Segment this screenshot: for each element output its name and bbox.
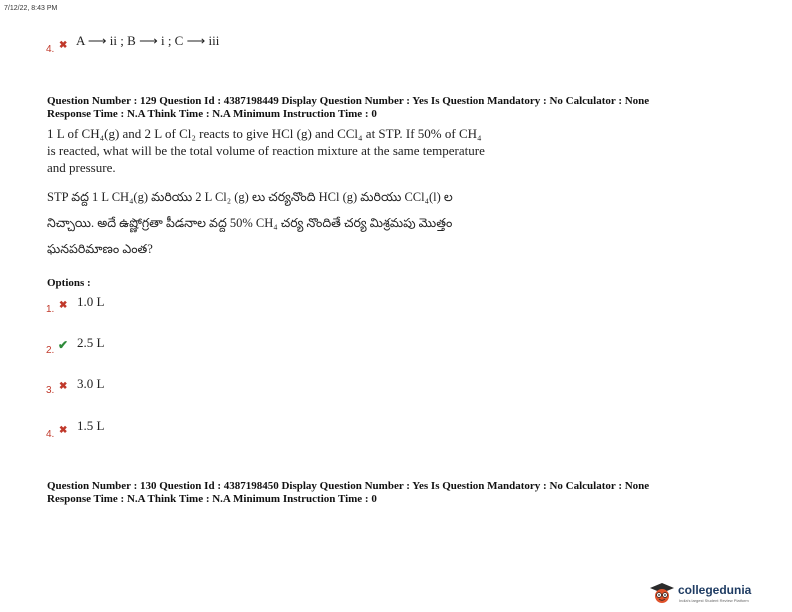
wrong-mark-icon: ✖: [59, 381, 68, 392]
prev-option-number: 4.: [46, 44, 55, 55]
option-text: 2.5 L: [77, 335, 105, 350]
question-meta-line1: Question Number : 129 Question Id : 4387198449 Display Question Number : Yes Is Question Mandatory : No Calculator : None: [47, 95, 650, 107]
graduate-mascot-icon: [648, 580, 676, 606]
question-english-line: and pressure.: [47, 160, 116, 175]
wrong-mark-icon: ✖: [59, 425, 68, 436]
question-meta-line2: Response Time : N.A Think Time : N.A Minimum Instruction Time : 0: [47, 108, 377, 120]
wrong-mark-icon: ✖: [59, 40, 68, 51]
question-english-line: is reacted, what will be the total volume of reaction mixture at the same temperature: [47, 143, 485, 158]
option-text: 1.5 L: [77, 418, 105, 433]
options-label: Options :: [47, 277, 91, 289]
option-number: 2.: [46, 345, 55, 356]
prev-option-text: A ⟶ ii ; B ⟶ i ; C ⟶ iii: [76, 33, 220, 48]
question-meta-line2: Response Time : N.A Think Time : N.A Minimum Instruction Time : 0: [47, 493, 377, 505]
logo-wordmark: collegedunia: [678, 583, 752, 597]
question-english-line: 1 L of CH₄(g) and 2 L of Cl₂ reacts to give HCl (g) and CCl₄ at STP. If 50% of CH₄: [47, 126, 482, 141]
question-telugu-line: ఘనపరిమాణం ఎంత?: [47, 242, 153, 256]
question-text-telugu: [47, 184, 607, 262]
correct-check-icon: ✔: [58, 338, 69, 352]
option-text: 3.0 L: [77, 376, 105, 391]
option-number: 4.: [46, 429, 55, 440]
option-number: 3.: [46, 385, 55, 396]
collegedunia-logo: [648, 580, 788, 606]
option-number: 1.: [46, 304, 55, 315]
logo-tagline: India's largest Student Review Platform: [679, 598, 749, 603]
question-text-english: [47, 125, 587, 176]
option-text: 1.0 L: [77, 294, 105, 309]
question-telugu-line: నిచ్చాయి. అదే ఉష్ణోగ్రతా పీడనాల వద్ద 50% CH₄ చర్య నొందితే చర్య మిశ్రమపు మొత్తం: [47, 216, 453, 230]
print-timestamp: 7/12/22, 8:43 PM: [4, 5, 58, 12]
question-telugu-line: STP వద్ద 1 L CH₄(g) మరియు 2 L Cl₂ (g) లు చర్యనొంది HCl (g) మరియు CCl₄(l) ల: [47, 190, 453, 204]
question-meta-line1: Question Number : 130 Question Id : 4387198450 Display Question Number : Yes Is Question Mandatory : No Calculator : None: [47, 480, 650, 492]
wrong-mark-icon: ✖: [59, 300, 68, 311]
